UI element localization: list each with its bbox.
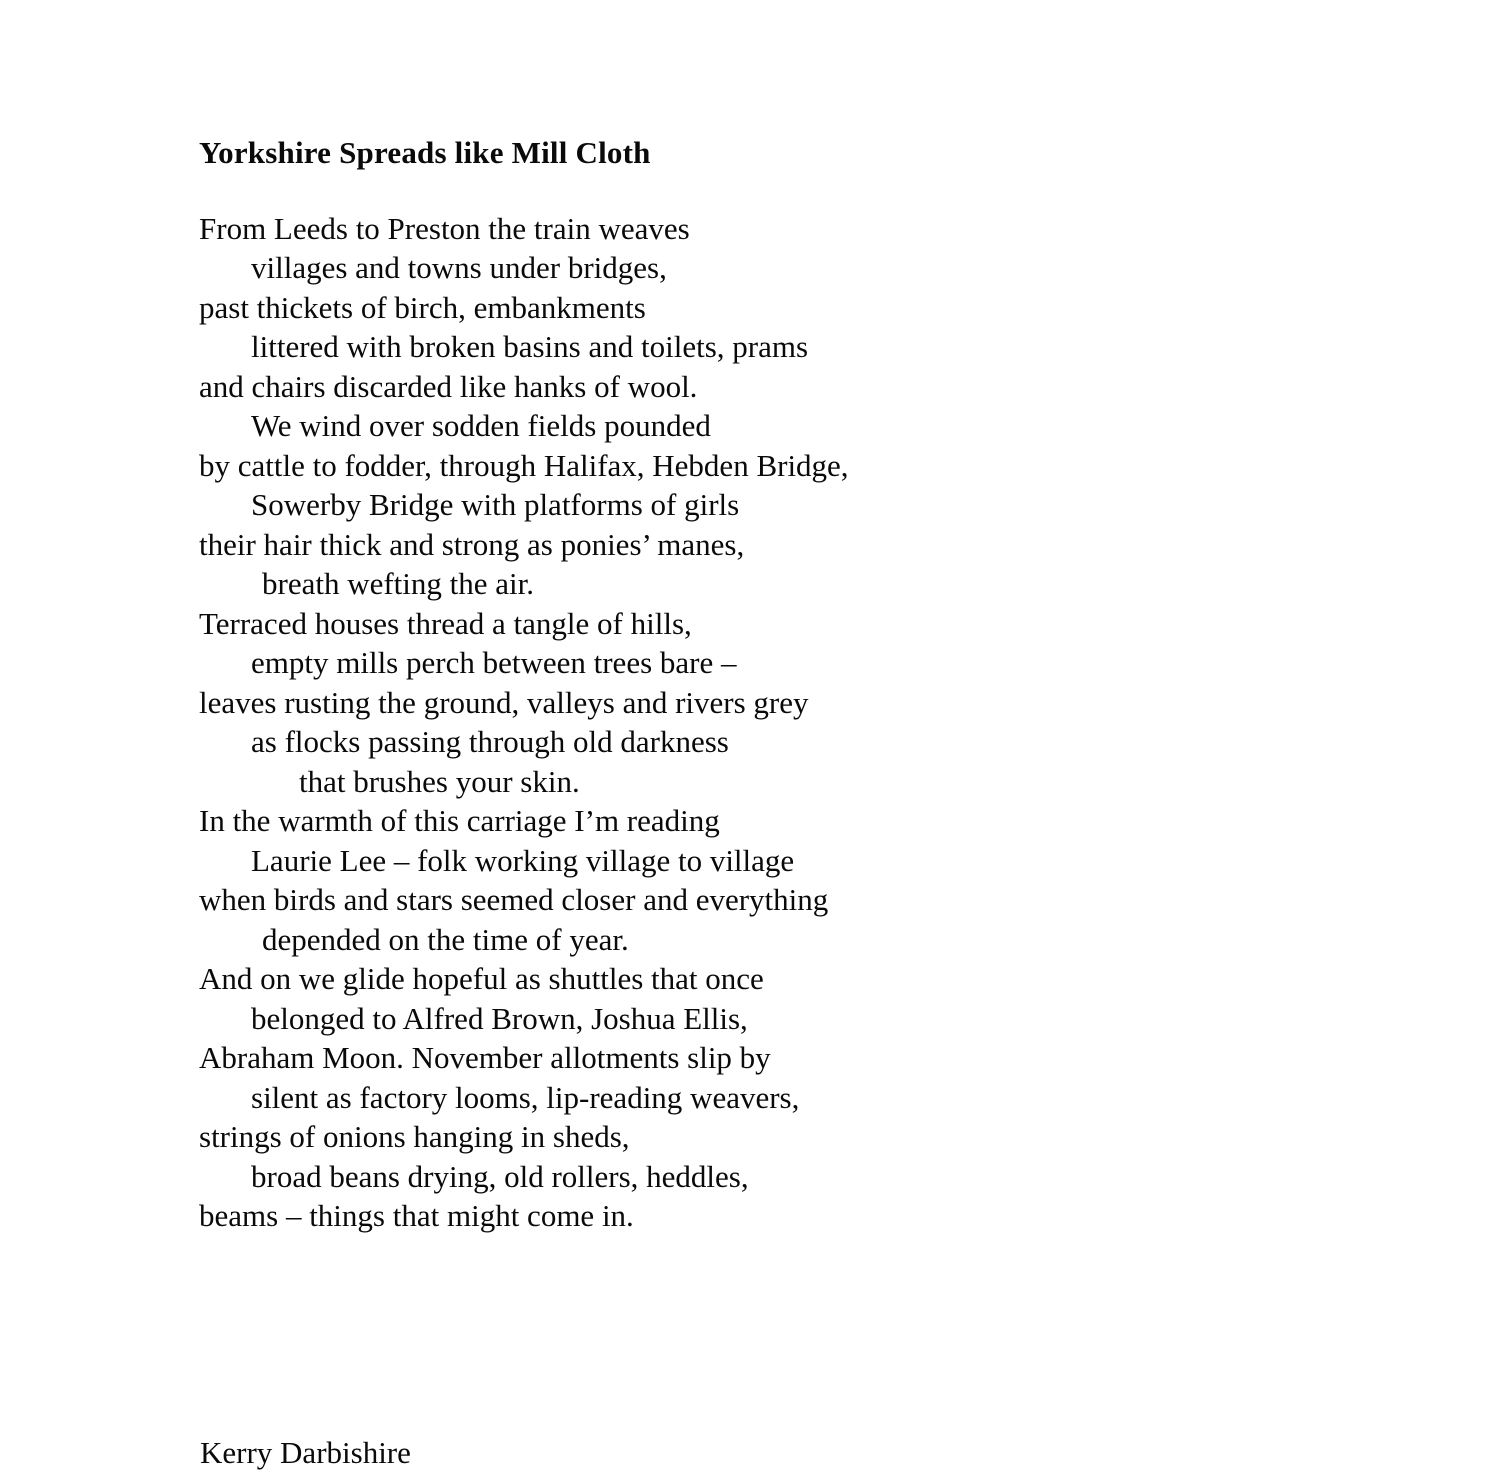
- poem-line: beams – things that might come in.: [199, 1198, 634, 1233]
- poem-line: Terraced houses thread a tangle of hills,: [199, 605, 692, 641]
- poem-line: belonged to Alfred Brown, Joshua Ellis,: [251, 1000, 748, 1036]
- poem-line: leaves rusting the ground, valleys and rivers grey: [199, 684, 809, 720]
- poem-line: silent as factory looms, lip-reading weavers,: [251, 1079, 800, 1115]
- poem-line: when birds and stars seemed closer and everything: [199, 882, 829, 917]
- poem-line: strings of onions hanging in sheds,: [199, 1119, 630, 1154]
- poem-lines: [199, 209, 849, 1236]
- poem-line: littered with broken basins and toilets, prams: [251, 329, 809, 364]
- poem-line: Abraham Moon. November allotments slip by: [199, 1040, 771, 1075]
- poem-line: that brushes your skin.: [299, 763, 580, 799]
- poem-line: as flocks passing through old darkness: [251, 724, 729, 759]
- poem-line: past thickets of birch, embankments: [199, 289, 646, 325]
- poem: [199, 133, 849, 1236]
- poem-line: their hair thick and strong as ponies’ manes,: [199, 526, 745, 562]
- poem-line: broad beans drying, old rollers, heddles,: [251, 1158, 749, 1194]
- poem-line: empty mills perch between trees bare –: [251, 645, 737, 680]
- poem-line: Sowerby Bridge with platforms of girls: [251, 487, 740, 522]
- poem-line: and chairs discarded like hanks of wool.: [199, 368, 698, 404]
- poem-line: In the warmth of this carriage I’m reading: [199, 803, 720, 838]
- poem-line: depended on the time of year.: [262, 921, 629, 957]
- poem-line: by cattle to fodder, through Halifax, Hebden Bridge,: [199, 447, 849, 483]
- poem-line: From Leeds to Preston the train weaves: [199, 210, 690, 246]
- poem-author: Kerry Darbishire: [200, 1435, 411, 1470]
- poem-line: villages and towns under bridges,: [251, 250, 667, 285]
- poem-line: And on we glide hopeful as shuttles that once: [199, 961, 764, 996]
- poem-line: Laurie Lee – folk working village to village: [251, 842, 795, 878]
- poem-title: Yorkshire Spreads like Mill Cloth: [199, 135, 651, 170]
- poem-line: We wind over sodden fields pounded: [251, 408, 711, 443]
- poem-line: breath wefting the air.: [262, 566, 535, 601]
